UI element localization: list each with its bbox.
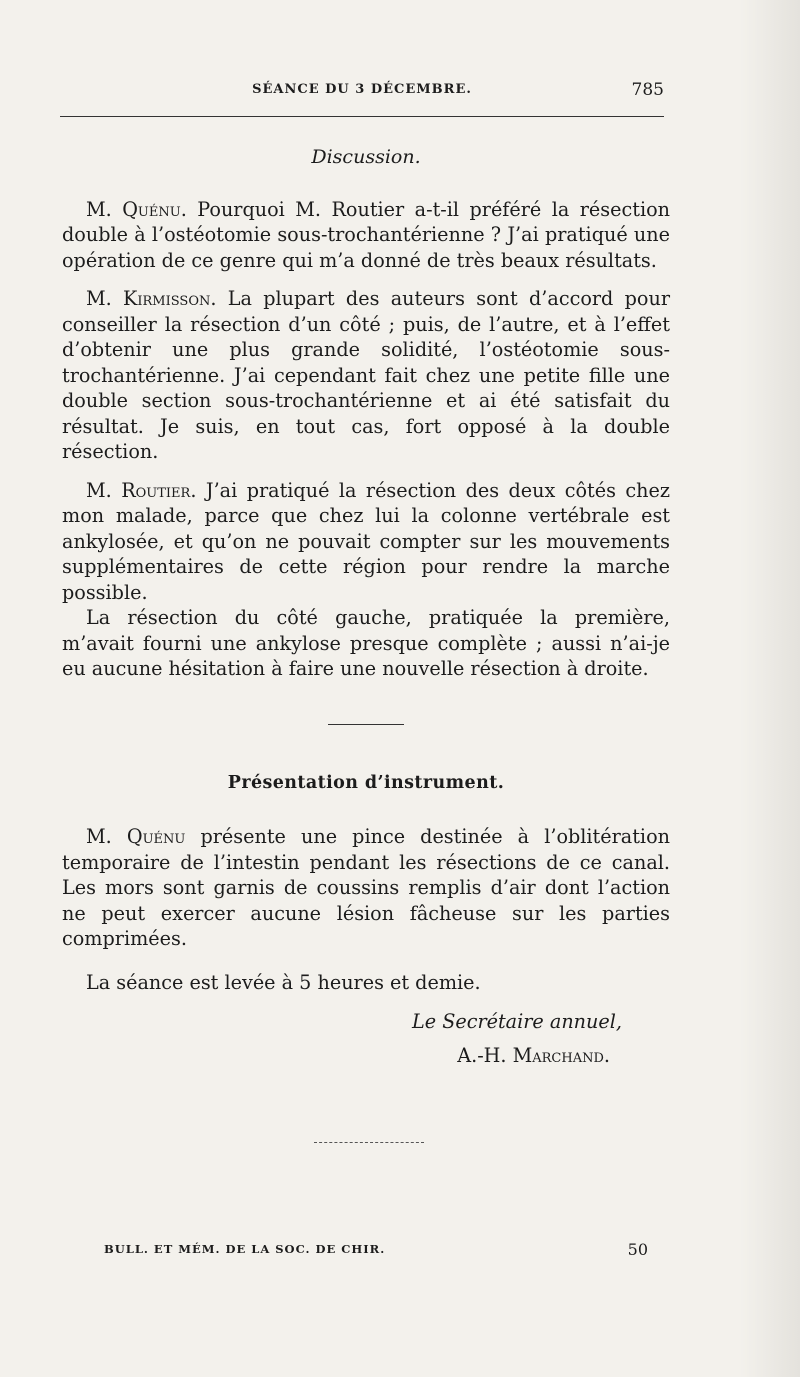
presentation-heading: Présentation d’instrument. — [227, 772, 505, 793]
paragraph-text: La plupart des auteurs sont d’accord pour conseiller la résection d’un côté ; puis, de l’autre, et à l’effet d’obtenir une plus grande solidité, l’ostéotomie sous-trochantérienne. J’ai cependant fait chez une petite fille une double section sous-trochantérienne et ai été satisfait du résultat. Je suis, en tout cas, fort opposé à la double résection. — [62, 287, 670, 463]
speaker-name: M. Routier. — [86, 478, 197, 502]
page-edge-shadow — [740, 0, 800, 1377]
running-header — [60, 78, 664, 104]
end-separator — [314, 1142, 424, 1143]
section-separator — [328, 724, 404, 725]
signature-mark: 50 — [627, 1240, 648, 1259]
paragraph-routier-continued — [62, 605, 670, 682]
closing-statement: La séance est levée à 5 heures et demie. — [86, 970, 481, 994]
paragraph-kirmisson — [62, 286, 670, 465]
page-footer — [104, 1240, 648, 1262]
paragraph-text: présente une pince destinée à l’oblitération temporaire de l’intestin pendant les résections de ce canal. Les mors sont garnis de coussins remplis d’air dont l’action ne peut exercer aucune lésion fâcheuse sur les parties comprimées. — [62, 825, 670, 950]
discussion-heading: Discussion. — [311, 146, 421, 168]
paragraph-text: J’ai pratiqué la résection des deux côtés chez mon malade, parce que chez lui la colonne vertébrale est ankylosée, et qu’on ne pouvait compter sur les mouvements supplémentaires de cette région pour rendre la marche possible. — [62, 478, 670, 604]
header-title: SÉANCE DU 3 DÉCEMBRE. — [252, 82, 472, 97]
signature-name: A.-H. Marchand. — [457, 1043, 610, 1067]
signature-title: Le Secrétaire annuel, — [412, 1010, 622, 1033]
journal-title: BULL. ET MÉM. DE LA SOC. DE CHIR. — [104, 1242, 386, 1256]
paragraph-routier — [62, 478, 670, 606]
page-number: 785 — [631, 80, 664, 100]
paragraph-text: Pourquoi M. Routier a-t-il préféré la résection double à l’ostéotomie sous-trochantérienne ? J’ai pratiqué une opération de ce genre qui m’a donné de très beaux résultats. — [62, 197, 670, 272]
speaker-name: M. Kirmisson. — [86, 287, 217, 310]
paragraph-presentation — [62, 824, 670, 952]
paragraph-quenu — [62, 197, 670, 274]
speaker-name: M. Quénu — [86, 825, 186, 848]
page-body — [62, 145, 670, 1143]
header-rule — [60, 116, 664, 117]
paragraph-text: La résection du côté gauche, pratiquée la première, m’avait fourni une ankylose presque complète ; aussi n’ai-je eu aucune hésitation à faire une nouvelle résection à droite. — [62, 606, 670, 680]
speaker-name: M. Quénu. — [86, 197, 187, 221]
